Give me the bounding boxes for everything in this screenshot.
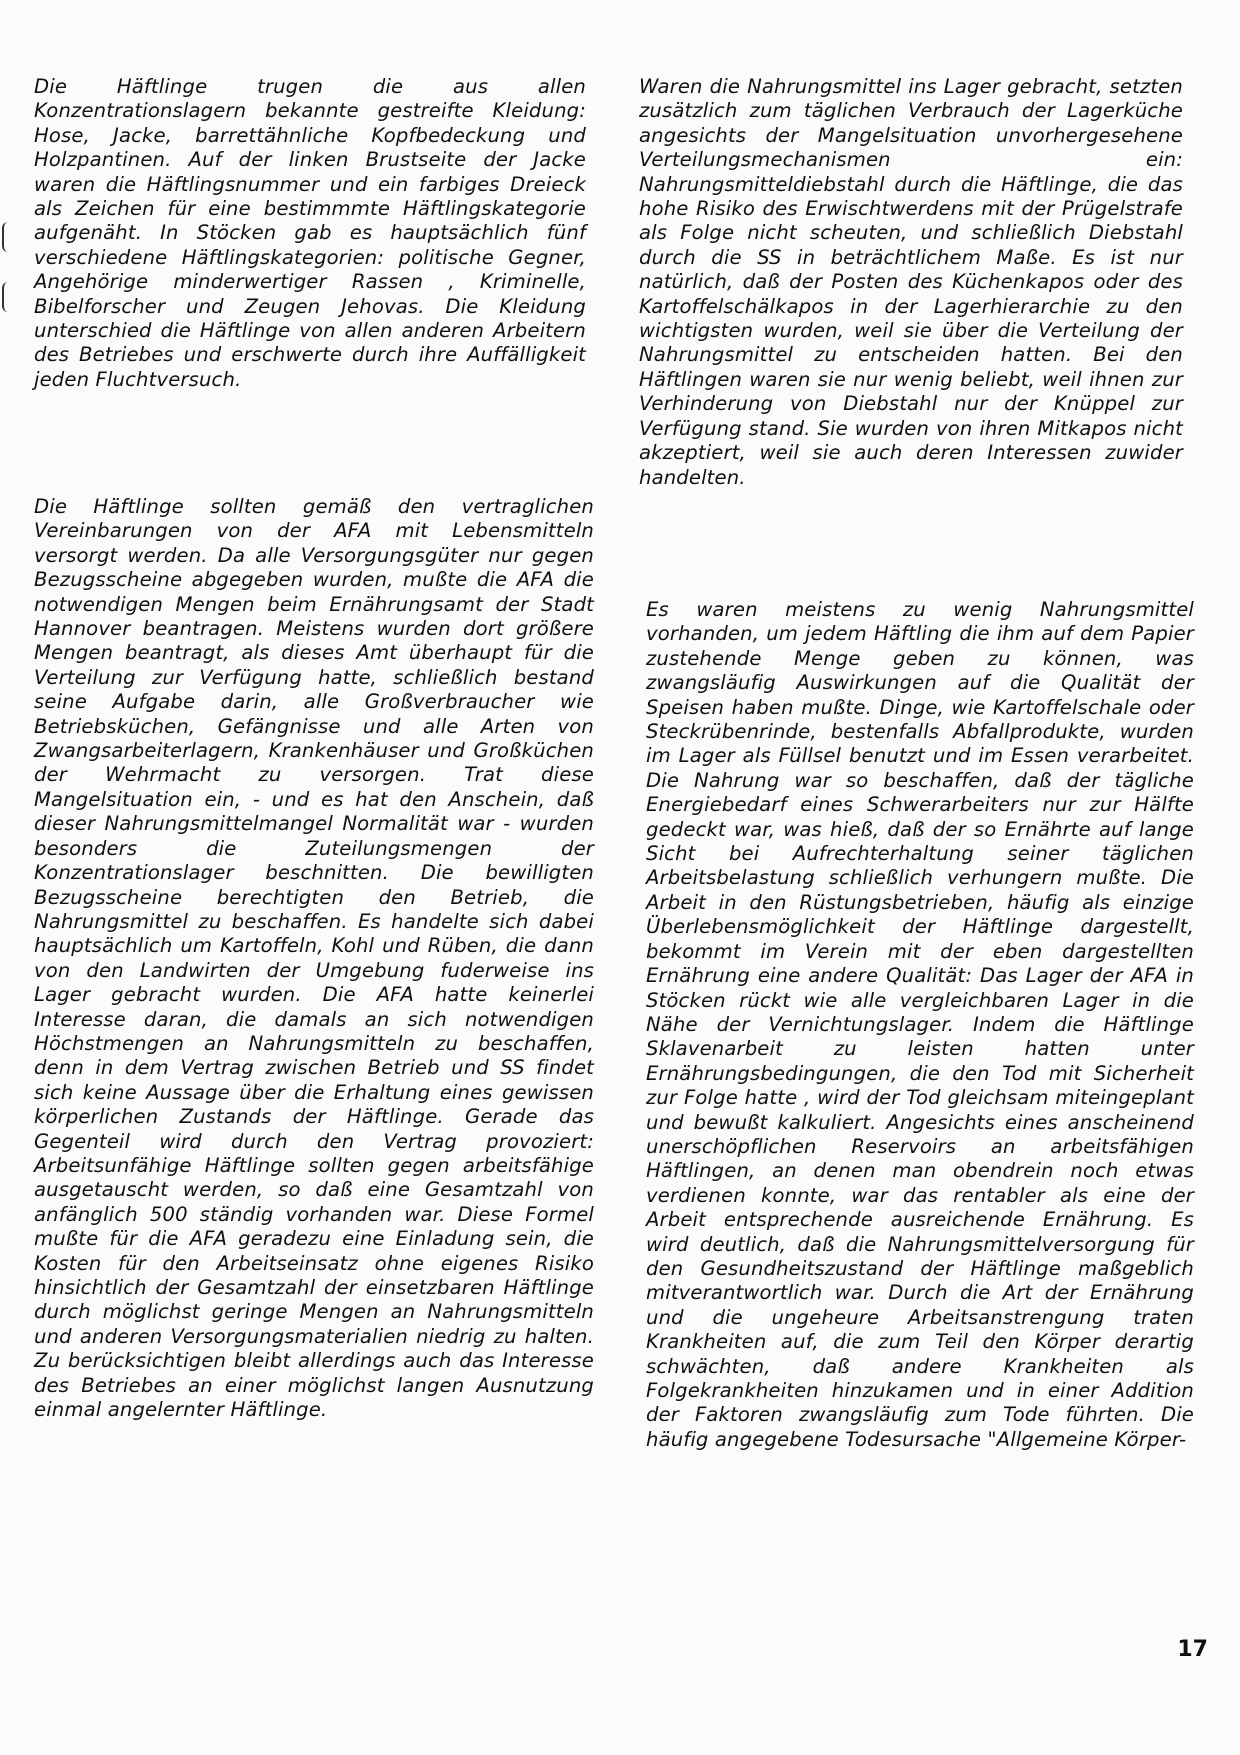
page-number: 17 <box>1177 1637 1208 1662</box>
margin-bracket-mark <box>2 282 10 312</box>
margin-bracket-mark <box>2 222 10 252</box>
left-column-paragraph-2: Die Häftlinge sollten gemäß den vertraglichen Vereinbarungen von der AFA mit Lebensmitteln versorgt werden. Da alle Versorgungsgüter nur gegen Bezugsscheine abgegeben wurden, mußte die AFA die notwendigen Mengen beim Ernährungsamt der Stadt Hannover beantragen. Meistens wurden dort größere Mengen beantragt, als dieses Amt überhaupt für die Verteilung zur Verfügung hatte, schließlich bestand seine Aufgabe darin, alle Großverbraucher wie Betriebsküchen, Gefängnisse und alle Arten von Zwangsarbeiterlagern, Krankenhäuser und Großküchen der Wehrmacht zu versorgen. Trat diese Mangelsituation ein, - und es hat den Anschein, daß dieser Nahrungsmittelmangel Normalität war - wurden besonders die Zuteilungsmengen der Konzentrationslager beschnitten. Die bewilligten Bezugsscheine berechtigten den Betrieb, die Nahrungsmittel zu beschaffen. Es handelte sich dabei hauptsächlich um Kartoffeln, Kohl und Rüben, die dann von den Landwirten der Umgebung fuderweise ins Lager gebracht wurden. Die AFA hatte keinerlei Interesse daran, die damals an sich notwendigen Höchstmengen an Nahrungsmitteln zu beschaffen, denn in dem Vertrag zwischen Betrieb und SS findet sich keine Aussage über die Erhaltung eines gewissen körperlichen Zustands der Häftlinge. Gerade das Gegenteil wird durch den Vertrag provoziert: Arbeitsunfähige Häftlinge sollten gegen arbeitsfähige ausgetauscht werden, so daß eine Gesamtzahl von anfänglich 500 ständig vorhanden war. Diese Formel mußte für die AFA geradezu eine Einladung sein, die Kosten für den Arbeitseinsatz ohne eigenes Risiko hinsichtlich der Gesamtzahl der einsetzbaren Häftlinge durch möglichst geringe Mengen an Nahrungsmitteln und anderen Versorgungsmaterialien niedrig zu halten. Zu berücksichtigen bleibt allerdings auch das Interesse des Betriebes an einer möglichst langen Ausnutzung einmal angelernter Häftlinge. <box>34 495 594 1422</box>
right-column-paragraph-1: Waren die Nahrungsmittel ins Lager gebracht, setzten zusätzlich zum täglichen Verbrauch der Lagerküche angesichts der Mangelsituation unvorhergesehene Verteilungsmechanismen ein: Nahrungsmitteldiebstahl durch die Häftlinge, die das hohe Risiko des Erwischtwerdens mit der Prügelstrafe als Folge nicht scheuten, und schließlich Diebstahl durch die SS in beträchtlichem Maße. Es ist nur natürlich, daß der Posten des Küchenkapos oder des Kartoffelschälkapos in der Lagerhierarchie zu den wichtigsten wurden, weil sie über die Verteilung der Nahrungsmittel zu entscheiden hatten. Bei den Häftlingen waren sie nur wenig beliebt, weil ihnen zur Verhinderung von Diebstahl nur der Knüppel zur Verfügung stand. Sie wurden von ihren Mitkapos nicht akzeptiert, weil sie auch deren Interessen zuwider handelten. <box>639 75 1183 489</box>
right-column-paragraph-2: Es waren meistens zu wenig Nahrungsmittel vorhanden, um jedem Häftling die ihm auf dem Papier zustehende Menge geben zu können, was zwangsläufig Auswirkungen auf die Qualität der Speisen haben mußte. Dinge, wie Kartoffelschale oder Steckrübenrinde, bestenfalls Abfallprodukte, wurden im Lager als Füllsel benutzt und im Essen verarbeitet. Die Nahrung war so beschaffen, daß der tägliche Energiebedarf eines Schwerarbeiters nur zur Hälfte gedeckt war, was hieß, daß der so Ernährte auf lange Sicht bei Aufrechterhaltung seiner täglichen Arbeitsbelastung schließlich verhungern mußte. Die Arbeit in den Rüstungsbetrieben, häufig als einzige Überlebensmöglichkeit der Häftlinge dargestellt, bekommt im Verein mit der eben dargestellten Ernährung eine andere Qualität: Das Lager der AFA in Stöcken rückt wie alle vergleichbaren Lager in die Nähe der Vernichtungslager. Indem die Häftlinge Sklavenarbeit zu leisten hatten unter Ernährungsbedingungen, die den Tod mit Sicherheit zur Folge hatte , wird der Tod gleichsam miteingeplant und bewußt kalkuliert. Angesichts eines anscheinend unerschöpflichen Reservoirs an arbeitsfähigen Häftlingen, an denen man obendrein noch etwas verdienen konnte, war das rentabler als eine der Arbeit entsprechende ausreichende Ernährung. Es wird deutlich, daß die Nahrungsmittelversorgung für den Gesundheitszustand der Häftlinge maßgeblich mitverantwortlich war. Durch die Art der Ernährung und die ungeheure Arbeitsanstrengung traten Krankheiten auf, die zum Teil den Körper derartig schwächten, daß andere Krankheiten als Folgekrankheiten hinzukamen und in einer Addition der Faktoren zwangsläufig zum Tode führten. Die häufig angegebene Todesursache "Allgemeine Körper- <box>646 598 1194 1451</box>
left-column-paragraph-1: Die Häftlinge trugen die aus allen Konzentrationslagern bekannte gestreifte Kleidung: Hose, Jacke, barrettähnliche Kopfbedeckung und Holzpantinen. Auf der linken Brustseite der Jacke waren die Häftlingsnummer und ein farbiges Dreieck als Zeichen für eine bestimmmte Häftlingskategorie aufgenäht. In Stöcken gab es hauptsächlich fünf verschiedene Häftlingskategorien: politische Gegner, Angehörige minderwertiger Rassen , Kriminelle, Bibelforscher und Zeugen Jehovas. Die Kleidung unterschied die Häftlinge von allen anderen Arbeitern des Betriebes und erschwerte durch ihre Auffälligkeit jeden Fluchtversuch. <box>34 75 586 391</box>
